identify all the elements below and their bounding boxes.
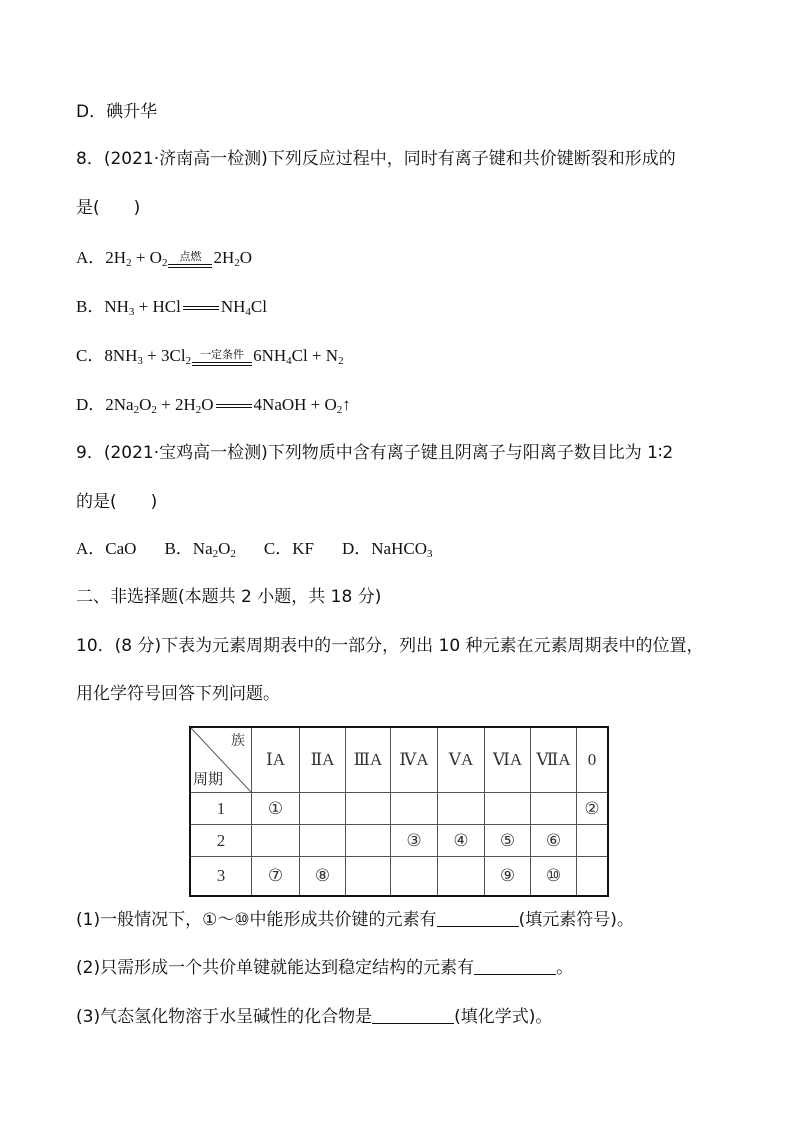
condition-text: 一定条件 xyxy=(200,347,245,361)
q8-stem-line1: 8．(2021·济南高一检测)下列反应过程中，同时有离子键和共价键断裂和形成的 xyxy=(76,149,676,169)
period-label: 2 xyxy=(190,825,252,857)
q8-option-a-label: A． xyxy=(76,248,106,267)
q9-option-b: B．$Na_2O_2$ xyxy=(164,539,236,560)
group-header: ⅠA xyxy=(252,727,300,793)
table-cell xyxy=(391,793,438,825)
table-cell xyxy=(300,793,346,825)
group-header: ⅢA xyxy=(346,727,391,793)
q9-option-c: C．KF xyxy=(263,539,314,558)
table-cell xyxy=(485,793,531,825)
q10-s1-suffix: (填元素符号)。 xyxy=(518,910,634,930)
table-cell xyxy=(438,857,485,897)
table-cell xyxy=(252,825,300,857)
table-cell xyxy=(438,793,485,825)
answer-blank[interactable] xyxy=(372,1005,454,1024)
q7-option-d: D．碘升华 xyxy=(76,102,158,122)
table-cell xyxy=(346,793,391,825)
table-cell: ⑧ xyxy=(300,857,346,897)
group-header: ⅣA xyxy=(391,727,438,793)
corner-period-label: 周期 xyxy=(193,770,224,788)
section-heading: 二、非选择题(本题共 2 小题，共 18 分) xyxy=(76,587,382,607)
condition-text: 点燃 xyxy=(179,249,202,263)
table-row xyxy=(190,793,608,825)
q8-option-c: C．$8NH_3 + 3Cl_2$ 一定条件 $6NH_4Cl + N_2$ xyxy=(76,346,344,367)
q9-stem-line1: 9．(2021·宝鸡高一检测)下列物质中含有离子键且阴离子与阳离子数目比为 1∶2 xyxy=(76,443,674,463)
table-row xyxy=(190,857,608,897)
reaction-condition xyxy=(168,251,212,268)
table-row xyxy=(190,825,608,857)
q10-stem-line2: 用化学符号回答下列问题。 xyxy=(76,684,280,704)
table-cell: ⑥ xyxy=(531,825,577,857)
q9-option-a: A．CaO xyxy=(76,539,137,558)
table-cell: ③ xyxy=(391,825,438,857)
answer-blank[interactable] xyxy=(474,956,556,975)
q8-stem-line2: 是( ) xyxy=(76,198,141,218)
q10-s3-text: (3)气态氢化物溶于水呈碱性的化合物是 xyxy=(76,1007,373,1027)
q10-subquestion-1 xyxy=(76,908,634,932)
group-header: ⅦA xyxy=(531,727,577,793)
table-cell xyxy=(346,825,391,857)
q9-option-d: D．NaHCO$_3$ xyxy=(341,539,433,560)
q8-option-c-label: C． xyxy=(76,346,105,365)
table-cell: ⑩ xyxy=(531,857,577,897)
q9-stem-line2: 的是( ) xyxy=(76,492,158,512)
table-cell: ⑦ xyxy=(252,857,300,897)
q8-option-a: A．$2H_2 + O_2$ 点燃 $2H_2O$ xyxy=(76,248,252,269)
table-cell xyxy=(391,857,438,897)
table-cell xyxy=(531,793,577,825)
q10-s2-suffix: 。 xyxy=(556,958,574,978)
period-label: 1 xyxy=(190,793,252,825)
table-cell: ⑨ xyxy=(485,857,531,897)
q10-stem-line1: 10．(8 分)下表为元素周期表中的一部分，列出 10 种元素在元素周期表中的位置， xyxy=(76,636,704,656)
table-cell: ② xyxy=(577,793,609,825)
table-cell: ⑤ xyxy=(485,825,531,857)
table-cell xyxy=(300,825,346,857)
group-header: ⅤA xyxy=(438,727,485,793)
corner-group-label: 族 xyxy=(231,733,245,749)
table-cell xyxy=(346,857,391,897)
group-header: ⅥA xyxy=(485,727,531,793)
q8-option-d-label: D． xyxy=(76,395,106,414)
q8-option-b: B．$NH_3$ + HCl $NH_4Cl$ xyxy=(76,297,267,318)
table-cell: ④ xyxy=(438,825,485,857)
answer-blank[interactable] xyxy=(437,908,519,927)
table-corner xyxy=(190,727,252,793)
reaction-condition xyxy=(192,349,252,366)
periodic-table xyxy=(189,726,609,897)
period-label: 3 xyxy=(190,857,252,897)
q10-subquestion-3 xyxy=(76,1005,552,1029)
q8-option-d: D．$2Na_2O_2 + 2H_2O$ 4NaOH + $O_2↑$ xyxy=(76,395,351,416)
q9-options xyxy=(76,537,460,561)
q10-subquestion-2 xyxy=(76,956,573,980)
table-cell xyxy=(577,825,609,857)
q10-s3-suffix: (填化学式)。 xyxy=(454,1007,553,1027)
q8-option-b-label: B． xyxy=(76,297,105,316)
q10-s1-text: (1)一般情况下，①～⑩中能形成共价键的元素有 xyxy=(76,910,437,930)
q10-s2-text: (2)只需形成一个共价单键就能达到稳定结构的元素有 xyxy=(76,958,475,978)
group-header: ⅡA xyxy=(300,727,346,793)
group-header: 0 xyxy=(577,727,609,793)
table-cell xyxy=(577,857,609,897)
table-cell: ① xyxy=(252,793,300,825)
